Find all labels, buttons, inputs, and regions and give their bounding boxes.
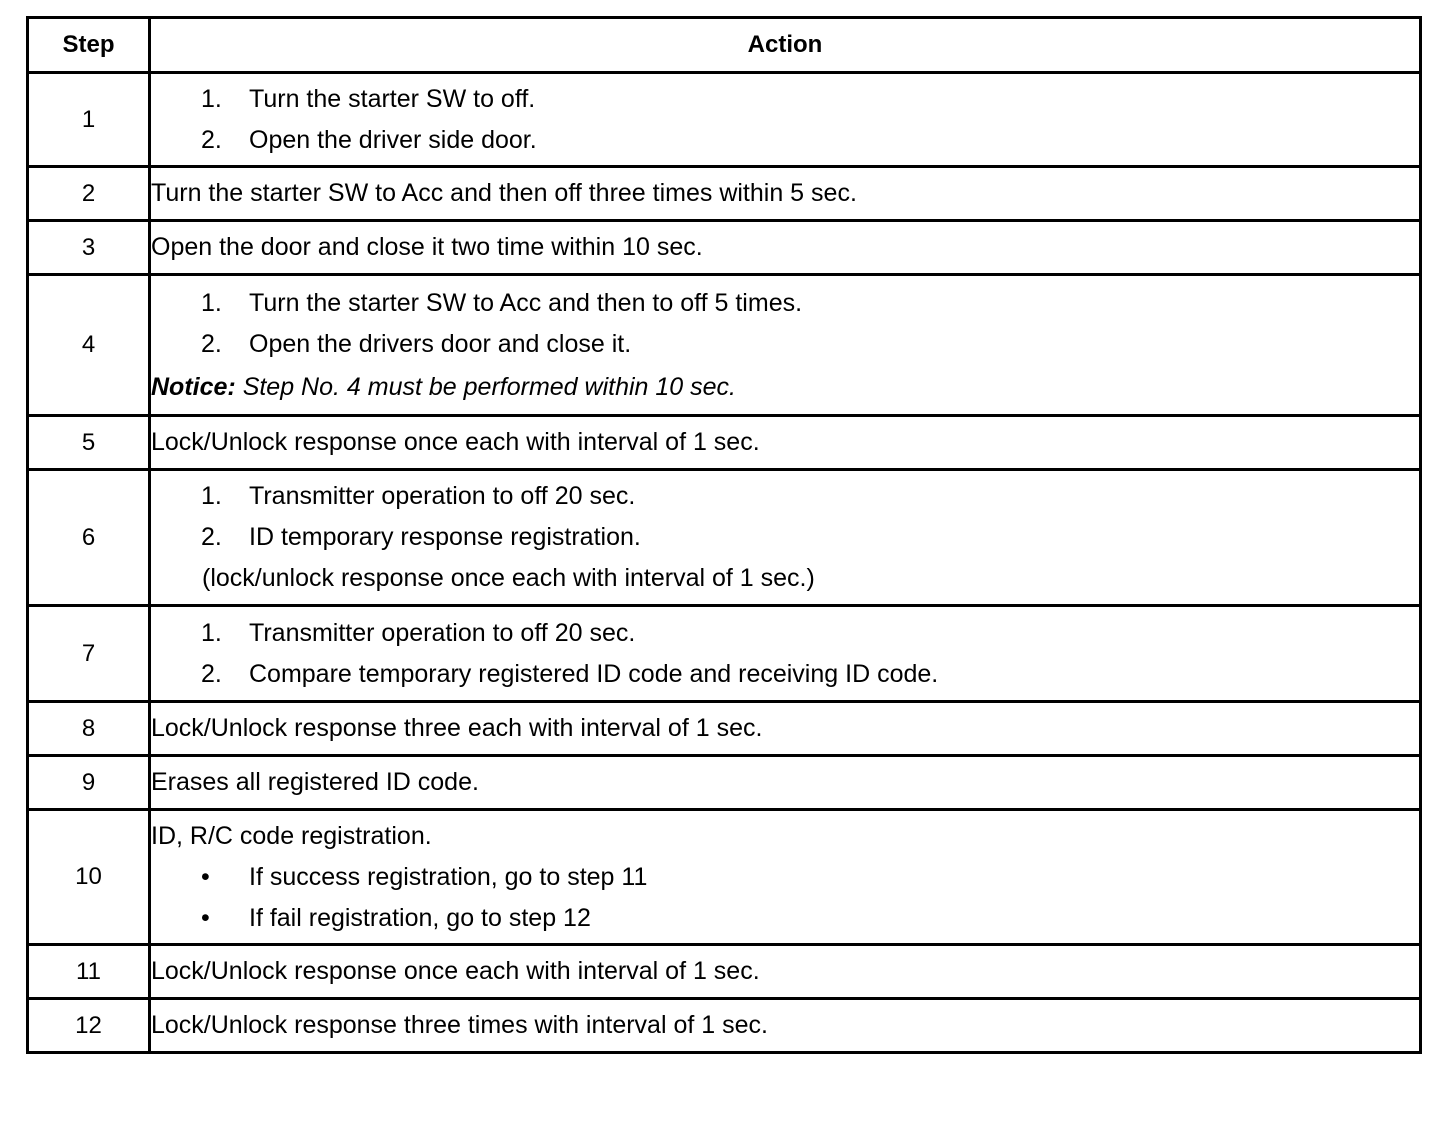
numbered-item bbox=[151, 517, 1419, 558]
notice-note bbox=[151, 367, 1419, 408]
item-number: 1. bbox=[201, 84, 222, 113]
procedure-table bbox=[26, 16, 1422, 1054]
action-text: Lock/Unlock response three times with interval of 1 sec. bbox=[150, 999, 1421, 1053]
step-number: 7 bbox=[28, 606, 150, 702]
step-number: 2 bbox=[28, 167, 150, 221]
table-row bbox=[28, 999, 1421, 1053]
numbered-item bbox=[151, 120, 1419, 161]
numbered-item bbox=[151, 324, 1419, 365]
parenthetical-note: (lock/unlock response once each with interval of 1 sec.) bbox=[202, 564, 815, 592]
action-text: Open the door and close it two time within 10 sec. bbox=[150, 221, 1421, 275]
item-text: Turn the starter SW to Acc and then to off 5 times. bbox=[249, 288, 803, 317]
table-row bbox=[28, 416, 1421, 470]
step-number: 11 bbox=[28, 945, 150, 999]
action-cell bbox=[150, 470, 1421, 606]
item-number: 1. bbox=[201, 288, 222, 317]
step-number: 9 bbox=[28, 756, 150, 810]
table-row bbox=[28, 470, 1421, 606]
item-number: 2. bbox=[201, 523, 222, 551]
table-row bbox=[28, 756, 1421, 810]
step-number: 5 bbox=[28, 416, 150, 470]
bullet-mark: • bbox=[201, 862, 210, 891]
step-number: 6 bbox=[28, 470, 150, 606]
notice-label: Notice: bbox=[151, 372, 236, 401]
item-text: Transmitter operation to off 20 sec. bbox=[249, 618, 636, 647]
bullet-text: If success registration, go to step 11 bbox=[249, 862, 648, 891]
bullet-item bbox=[151, 898, 1419, 939]
table-row bbox=[28, 275, 1421, 416]
table-row bbox=[28, 810, 1421, 945]
numbered-item bbox=[151, 654, 1419, 695]
item-text: Compare temporary registered ID code and receiving ID code. bbox=[249, 659, 939, 688]
bullet-mark: • bbox=[201, 903, 210, 932]
step-number: 8 bbox=[28, 702, 150, 756]
step-number: 10 bbox=[28, 810, 150, 945]
action-text: Lock/Unlock response three each with interval of 1 sec. bbox=[150, 702, 1421, 756]
action-cell bbox=[150, 606, 1421, 702]
numbered-item bbox=[151, 613, 1419, 654]
item-number: 2. bbox=[201, 659, 222, 688]
table-row bbox=[28, 167, 1421, 221]
item-number: 2. bbox=[201, 125, 222, 154]
step-number: 3 bbox=[28, 221, 150, 275]
item-text: ID temporary response registration. bbox=[249, 523, 641, 551]
item-number: 1. bbox=[201, 618, 222, 647]
step-number: 1 bbox=[28, 73, 150, 167]
bullet-text: If fail registration, go to step 12 bbox=[249, 903, 591, 932]
step-column-header: Step bbox=[28, 18, 150, 73]
numbered-item bbox=[151, 283, 1419, 324]
step-number: 12 bbox=[28, 999, 150, 1053]
item-text: Open the drivers door and close it. bbox=[249, 329, 632, 358]
action-cell bbox=[150, 810, 1421, 945]
action-cell bbox=[150, 73, 1421, 167]
action-text: Turn the starter SW to Acc and then off three times within 5 sec. bbox=[150, 167, 1421, 221]
table-row bbox=[28, 606, 1421, 702]
item-number: 2. bbox=[201, 329, 222, 358]
action-text: Lock/Unlock response once each with interval of 1 sec. bbox=[150, 416, 1421, 470]
bullet-item bbox=[151, 857, 1419, 898]
table-row bbox=[28, 945, 1421, 999]
action-text: ID, R/C code registration. bbox=[151, 821, 432, 850]
header-row bbox=[28, 18, 1421, 73]
item-text: Open the driver side door. bbox=[249, 125, 537, 154]
table-row bbox=[28, 702, 1421, 756]
item-text: Transmitter operation to off 20 sec. bbox=[249, 482, 636, 510]
numbered-item bbox=[151, 79, 1419, 120]
item-number: 1. bbox=[201, 482, 222, 510]
action-text: Erases all registered ID code. bbox=[150, 756, 1421, 810]
action-text: Lock/Unlock response once each with interval of 1 sec. bbox=[150, 945, 1421, 999]
numbered-item bbox=[151, 476, 1419, 517]
action-column-header: Action bbox=[150, 18, 1421, 73]
action-cell bbox=[150, 275, 1421, 416]
table-row bbox=[28, 73, 1421, 167]
item-text: Turn the starter SW to off. bbox=[249, 84, 536, 113]
notice-text: Step No. 4 must be performed within 10 sec. bbox=[242, 372, 736, 401]
table-row bbox=[28, 221, 1421, 275]
step-number: 4 bbox=[28, 275, 150, 416]
